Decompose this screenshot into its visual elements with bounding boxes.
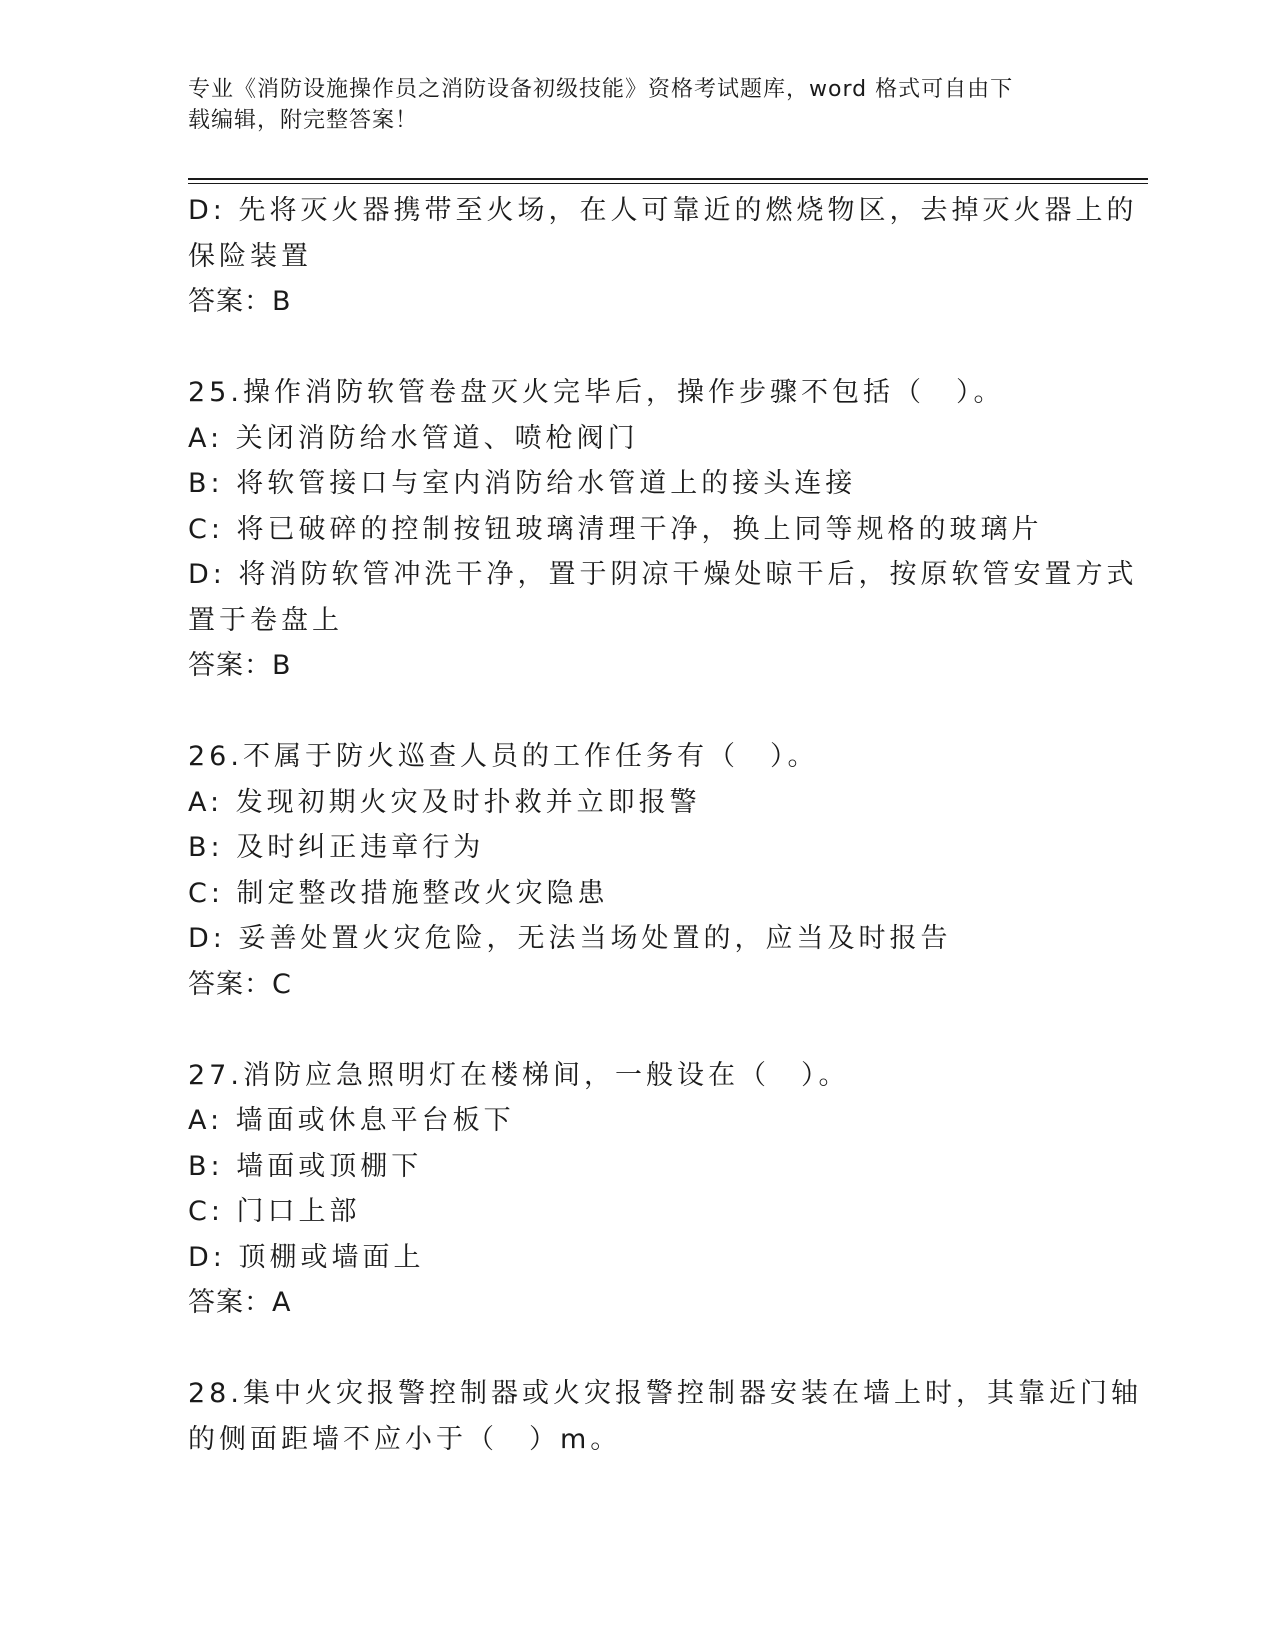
spacer [188,689,1088,735]
option-d: D: 顶棚或墙面上 [188,1241,425,1273]
question-28 [188,1371,1142,1462]
option-d: D: 先将灭火器携带至火场，在人可靠近的燃烧物区，去掉灭火器上的 [188,195,1138,226]
question-stem: 26.不属于防火巡查人员的工作任务有（ ）。 [188,741,819,772]
option-d-continued: 保险装置 [188,240,312,272]
option-a: A: 发现初期火灾及时扑救并立即报警 [188,786,701,818]
spacer [188,1326,1088,1372]
answer: 答案：B [188,286,292,317]
header-line-2: 载编辑，附完整答案！ [188,108,419,133]
spacer [188,325,1088,371]
header-line-1: 专业《消防设施操作员之消防设备初级技能》资格考试题库，word 格式可自由下 [188,77,1014,102]
document-header [188,74,1068,136]
spacer [188,1007,1088,1053]
option-d: D: 妥善处置火灾危险，无法当场处置的，应当及时报告 [188,923,952,954]
question-25 [188,370,1138,689]
option-b: B: 及时纠正违章行为 [188,832,485,863]
question-stem-continued: 的侧面距墙不应小于（ ）m。 [188,1423,622,1455]
question-stem: 25.操作消防软管卷盘灭火完毕后，操作步骤不包括（ ）。 [188,377,1005,408]
answer: 答案：C [188,968,292,1000]
option-b: B: 墙面或顶棚下 [188,1150,423,1182]
answer: 答案：A [188,1287,292,1318]
question-content [188,188,1142,1462]
option-a: A: 墙面或休息平台板下 [188,1105,515,1136]
answer: 答案：B [188,650,292,681]
option-d: D: 将消防软管冲洗干净，置于阴凉干燥处晾干后，按原软管安置方式 [188,559,1138,590]
option-c: C: 将已破碎的控制按钮玻璃清理干净，换上同等规格的玻璃片 [188,513,1043,545]
question-stem: 28.集中火灾报警控制器或火灾报警控制器安装在墙上时，其靠近门轴 [188,1378,1142,1409]
header-rule-thin [188,183,1148,184]
option-d-continued: 置于卷盘上 [188,604,343,636]
question-27 [188,1053,1088,1326]
question-stem: 27.消防应急照明灯在楼梯间，一般设在（ ）。 [188,1059,850,1091]
previous-question-tail [188,188,1138,325]
option-c: C: 门口上部 [188,1196,361,1227]
option-a: A: 关闭消防给水管道、喷枪阀门 [188,422,639,454]
header-rule-thick [188,178,1148,180]
option-b: B: 将软管接口与室内消防给水管道上的接头连接 [188,468,857,499]
option-c: C: 制定整改措施整改火灾隐患 [188,877,609,909]
question-26 [188,734,1088,1007]
